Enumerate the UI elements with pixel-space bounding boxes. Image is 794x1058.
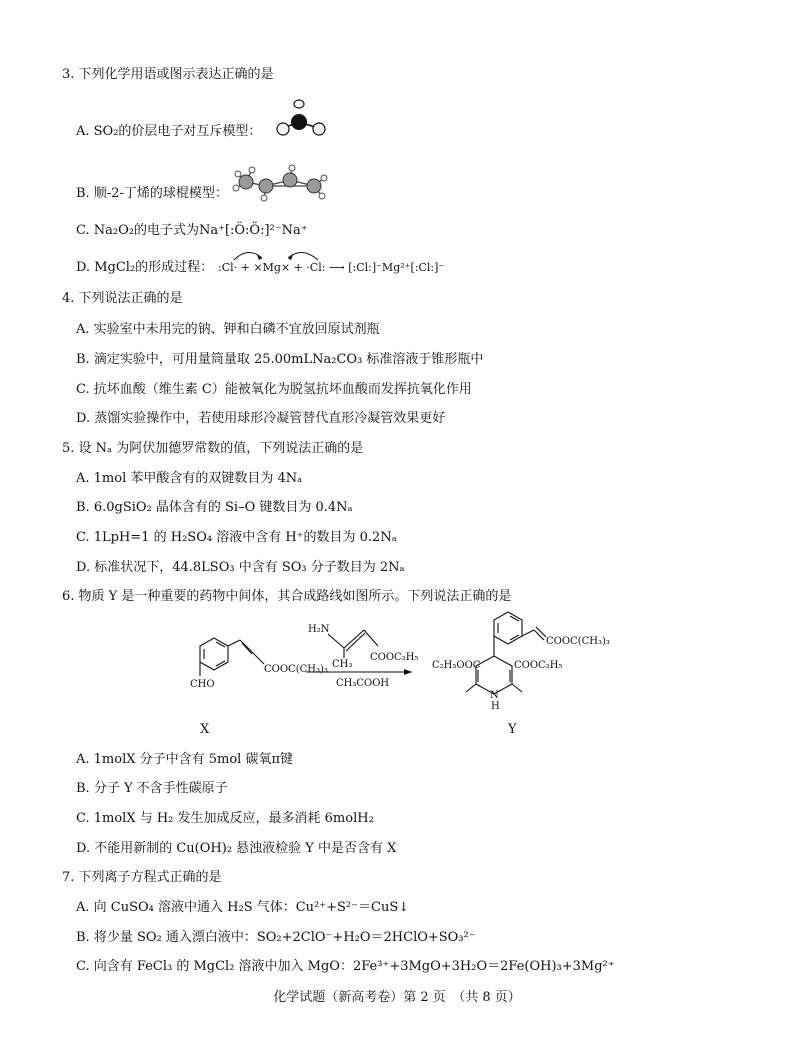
q6-option-b: B. 分子 Y 不含手性碳原子 [76,781,228,796]
q7-option-a: A. 向 CuSO₄ 溶液中通入 H₂S 气体：Cu²⁺+S²⁻＝CuS↓ [76,900,410,915]
q3-stem: 3. 下列化学用语或图示表达正确的是 [62,67,274,82]
x-cho-label: CHO [190,679,215,690]
q5-option-c: C. 1LpH=1 的 H₂SO₄ 溶液中含有 H⁺的数目为 0.2Nₐ [76,530,397,545]
q7-stem: 7. 下列离子方程式正确的是 [62,870,222,885]
q4-option-b: B. 滴定实验中，可用量筒量取 25.00mLNa₂CO₃ 标准溶液于锥形瓶中 [76,352,484,367]
q5-option-a: A. 1mol 苯甲酸含有的双键数目为 4Nₐ [76,471,303,486]
y-top-ester-label: COOC(CH₃)₃ [546,636,610,647]
cis-2-butene-ball-stick-icon [230,160,330,202]
q7-option-c: C. 向含有 FeCl₃ 的 MgCl₂ 溶液中加入 MgO：2Fe³⁺+3MgO+3H₂O＝2Fe(OH)₃+3Mg²⁺ [76,959,615,974]
q4-option-d: D. 蒸馏实验操作中，若使用球形冷凝管替代直形冷凝管效果更好 [76,411,446,426]
q6-option-a: A. 1molX 分子中含有 5mol 碳氧π键 [76,752,294,767]
reagent-ester-label: COOC₂H₅ [370,652,419,663]
synthesis-scheme [160,610,630,730]
q7-option-b: B. 将少量 SO₂ 通入漂白液中：SO₂+2ClO⁻+H₂O＝2HClO+SO₃²⁻ [76,930,476,945]
molecule-x-label: X [200,722,210,737]
molecule-x-structure [200,638,264,676]
q6-option-d: D. 不能用新制的 Cu(OH)₂ 悬浊液检验 Y 中是否含有 X [76,841,397,856]
q4-option-c: C. 抗坏血酸（维生素 C）能被氧化为脱氢抗坏血酸而发挥抗氧化作用 [76,382,472,397]
q6-stem: 6. 物质 Y 是一种重要的药物中间体，其合成路线如图所示。下列说法正确的是 [62,589,512,604]
q6-option-c: C. 1molX 与 H₂ 发生加成反应，最多消耗 6molH₂ [76,811,374,826]
y-n-label: N [490,690,499,701]
molecule-y-structure [466,612,546,694]
page-footer: 化学试题（新高考卷）第 2 页 （共 8 页） [273,990,521,1005]
q3-option-c: C. Na₂O₂的电子式为Na⁺[:Ö:Ö:]²⁻Na⁺ [76,223,308,238]
mgcl2-formation-equation: :Cl· + ×Mg× + ·Cl: ⟶ [:Cl:]⁻Mg²⁺[:Cl:]⁻ [218,261,445,274]
q3-option-a: A. SO₂的价层电子对互斥模型： [76,124,262,139]
q4-stem: 4. 下列说法正确的是 [62,291,183,306]
q4-option-a: A. 实验室中未用完的钠、钾和白磷不宜放回原试剂瓶 [76,322,380,337]
reaction-arrowhead [404,669,412,675]
electron-transfer-arrows-icon [222,246,342,262]
q5-option-b: B. 6.0gSiO₂ 晶体含有的 Si–O 键数目为 0.4Nₐ [76,500,353,515]
reagent-solvent-label: CH₃COOH [336,678,390,689]
q3-option-d: D. MgCl₂的形成过程： [76,260,214,275]
so2-vsepr-model-icon [272,98,334,140]
x-ester-label: COOC(CH₃)₃ [264,664,328,675]
y-right-ester-label: COOC₂H₅ [514,660,563,671]
q3-option-b: B. 顺-2-丁烯的球棍模型： [76,186,228,201]
reagent-nh2-label: H₂N [308,624,330,635]
q5-stem: 5. 设 Nₐ 为阿伏加德罗常数的值，下列说法正确的是 [62,441,364,456]
q5-option-d: D. 标准状况下，44.8LSO₃ 中含有 SO₃ 分子数目为 2Nₐ [76,560,405,575]
y-left-ester-label: C₂H₅OOC [432,660,481,671]
y-h-label: H [491,701,500,712]
molecule-y-label: Y [508,722,517,737]
reagent-ch3-label: CH₃ [332,659,353,670]
